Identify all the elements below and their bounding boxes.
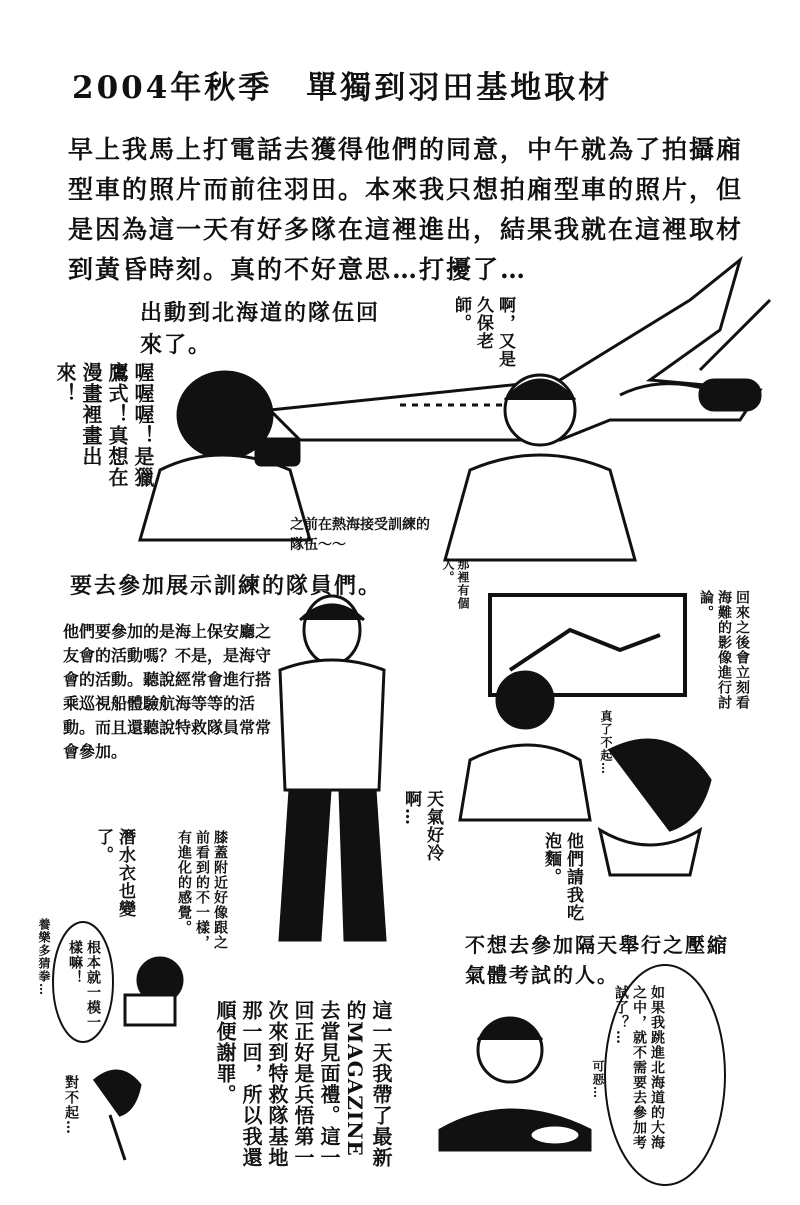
- cameraman-figure: [140, 371, 310, 540]
- speech-bubble-kubo: 啊，又是久保老師。: [451, 296, 515, 368]
- bowing-figure: [95, 1071, 140, 1160]
- hokkaido-speech-bubble: 如果我跳進北海道的大海之中，就不需要去參加考試了？…: [613, 985, 665, 1150]
- knees-note: 膝蓋附近好像跟之前看到的不一樣，有進化的感覺。: [176, 830, 228, 950]
- damn-note: 可惡…: [591, 1060, 605, 1099]
- panel1-caption: 出動到北海道的隊伍回來了。: [140, 300, 381, 358]
- atami-note: 之前在熱海接受訓練的隊伍～～: [290, 517, 430, 553]
- speech-bubble-excited: 喔喔喔！是獵鷹式！真想在漫畫裡畫出來！: [53, 362, 155, 488]
- eating-man-figure: [440, 1018, 590, 1150]
- impressive-note: 真了不起…: [599, 710, 613, 775]
- review-note: 回來之後會立刻看海難的影像進行討論。: [698, 590, 750, 710]
- event-paragraph: 他們要參加的是海上保安廳之友會的活動嗎？不是，是海守會的活動。聽說經常會進行搭乘巡視船體驗航海等等的活動。而且還聽說特救隊員常常會參加。: [63, 622, 272, 761]
- same-speech-bubble: 根本就一模一樣嘛！: [67, 940, 101, 1030]
- magazine-note: 這一天我帶了最新的MAGAZINE去當見面禮。這一回正好是兵悟第一次來到特救隊基地那一回，所以我還順便謝罪。: [213, 1000, 393, 1168]
- panel2-caption: 要去參加展示訓練的隊員們。: [70, 573, 383, 599]
- panel3-caption: 不想去參加隔天舉行之壓縮氣體考試的人。: [465, 933, 729, 987]
- page-title: 2004年秋季 單獨到羽田基地取材: [72, 70, 613, 106]
- noodles-note: 他們請我吃泡麵。: [541, 832, 583, 922]
- cold-weather-note: 天氣好冷啊…: [401, 790, 443, 862]
- reading-figure: [125, 958, 182, 1025]
- standing-member-figure: [280, 596, 385, 940]
- sorry-note: 對不起…: [63, 1075, 79, 1135]
- suit-changed-note: 潛水衣也變了。: [93, 828, 135, 918]
- noodle-eater-figure: [600, 740, 710, 875]
- someone-there-note: 那裡有個人。: [441, 558, 470, 610]
- yoraku-note: 養樂多猜拳…: [37, 918, 51, 996]
- intro-paragraph: 早上我馬上打電話去獲得他們的同意，中午就為了拍攝廂型車的照片而前往羽田。本來我只想拍廂型車的照片，但是因為這一天有好多隊在這裡進出，結果我就在這裡取材到黃昏時刻。真的不好意思…打擾了…: [68, 135, 744, 284]
